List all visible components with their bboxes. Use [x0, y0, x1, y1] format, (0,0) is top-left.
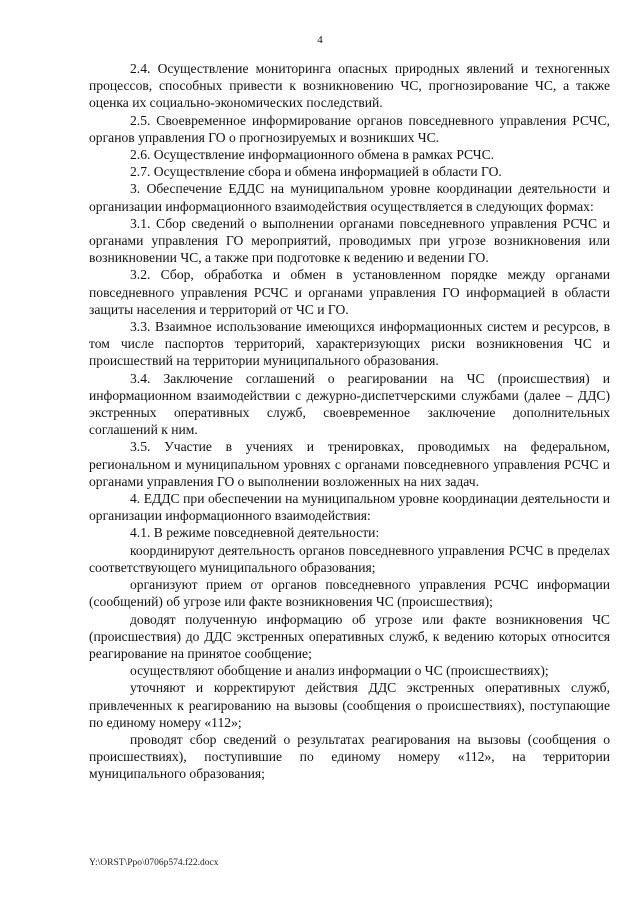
- list-item: уточняют и корректируют действия ДДС экстренных оперативных служб, привлеченных к реагированию на вызовы (сообщения о происшествиях), поступающие по единому номеру «112»;: [89, 680, 610, 730]
- paragraph-3-4: 3.4. Заключение соглашений о реагировании на ЧС (происшествия) и информационном взаимодействии с дежурно-диспетчерскими службами (далее – ДДС) экстренных оперативных служб, своевременное заключение дополнительных соглашений к ним.: [89, 370, 610, 438]
- paragraph-3-2: 3.2. Сбор, обработка и обмен в установленном порядке между органами повседневного управления РСЧС и органами управления ГО информацией в области защиты населения и территорий от ЧС и ГО.: [89, 267, 610, 317]
- paragraph-3-3: 3.3. Взаимное использование имеющихся информационных систем и ресурсов, в том числе паспортов территорий, характеризующих риски возникновения ЧС и происшествий на территории муниципального образования.: [89, 319, 610, 369]
- document-body: [89, 60, 610, 783]
- list-item: организуют прием от органов повседневного управления РСЧС информации (сообщений) об угрозе или факте возникновения ЧС (происшествия);: [89, 577, 610, 610]
- list-item: доводят полученную информацию об угрозе или факте возникновения ЧС (происшествия) до ДДС экстренных оперативных служб, к ведению которых относится реагирование на принятое сообщение;: [89, 611, 610, 661]
- paragraph-3-5: 3.5. Участие в учениях и тренировках, проводимых на федеральном, региональном и муниципальном уровнях с органами повседневного управления РСЧС и органами управления ГО о выполнении возложенных на них задач.: [89, 439, 610, 489]
- list-item: координируют деятельность органов повседневного управления РСЧС в пределах соответствующего муниципального образования;: [89, 542, 610, 575]
- paragraph-4: 4. ЕДДС при обеспечении на муниципальном уровне координации деятельности и организации информационного взаимодействия:: [89, 491, 610, 524]
- paragraph-4-1: 4.1. В режиме повседневной деятельности:: [130, 525, 380, 541]
- list-item: осуществляют обобщение и анализ информации о ЧС (происшествиях);: [130, 663, 549, 679]
- paragraph-3-1: 3.1. Сбор сведений о выполнении органами повседневного управления РСЧС и органами управления ГО мероприятий, проводимых при угрозе возникновения или возникновении ЧС, а также при подготовке к ведению и ведении ГО.: [89, 215, 610, 266]
- page-number: 4: [317, 34, 323, 46]
- footer-file-path: Y:\ORST\Ppo\0706p574.f22.docx: [89, 858, 219, 868]
- paragraph-2-4: 2.4. Осуществление мониторинга опасных природных явлений и техногенных процессов, способных привести к возникновению ЧС, прогнозирование ЧС, а также оценка их социально-экономических последствий.: [89, 61, 610, 111]
- paragraph-2-7: 2.7. Осуществление сбора и обмена информацией в области ГО.: [130, 164, 502, 180]
- paragraph-3: 3. Обеспечение ЕДДС на муниципальном уровне координации деятельности и организации информационного взаимодействия осуществляется в следующих формах:: [89, 181, 610, 214]
- paragraph-2-6: 2.6. Осуществление информационного обмена в рамках РСЧС.: [130, 147, 495, 163]
- list-item: проводят сбор сведений о результатах реагирования на вызовы (сообщения о происшествиях), поступившие по единому номеру «112», на территории муниципального образования;: [89, 731, 610, 782]
- paragraph-2-5: 2.5. Своевременное информирование органов повседневного управления РСЧС, органов управления ГО о прогнозируемых и возникших ЧС.: [89, 112, 610, 145]
